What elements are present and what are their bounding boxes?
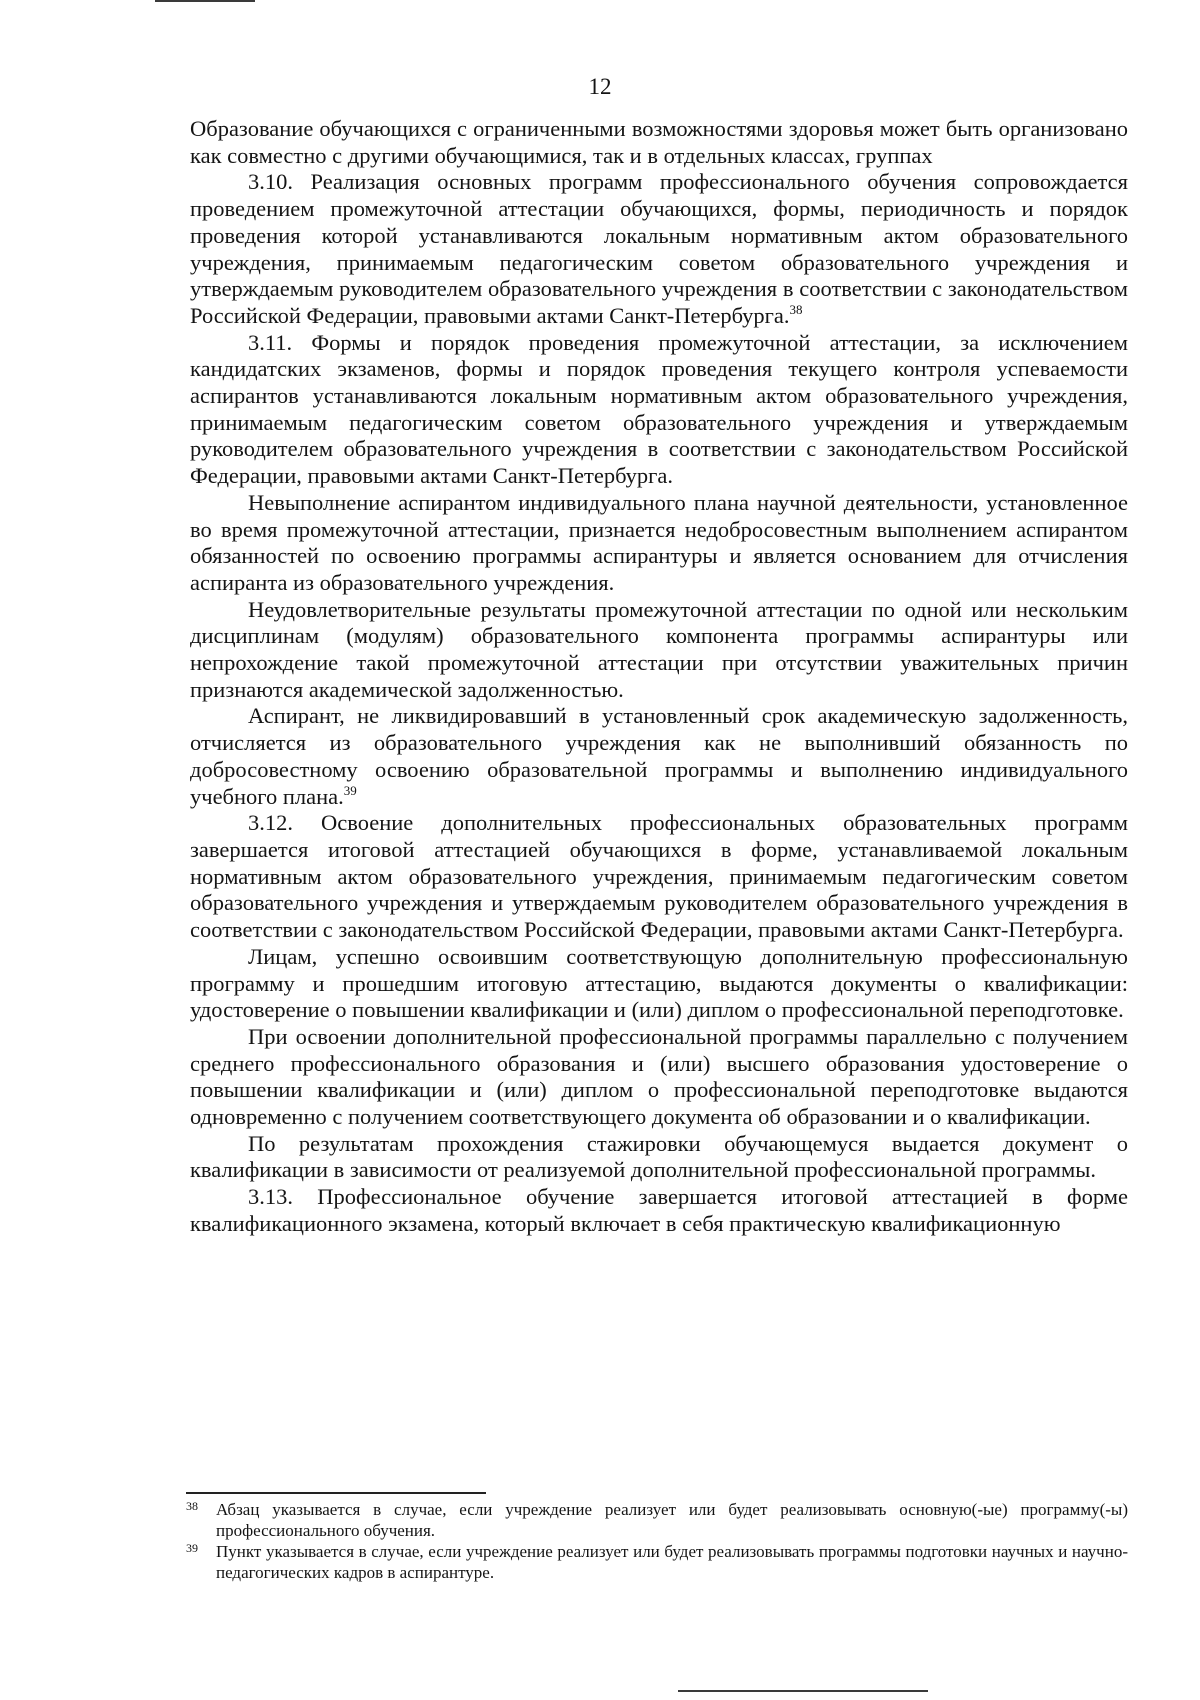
document-body <box>190 116 1128 1238</box>
scan-edge-mark-top <box>155 0 255 2</box>
paragraph-expulsion: Аспирант, не ликвидировавший в установленный срок академическую задолженность, отчисляется из образовательного учреждения как не выполнивший обязанность по добросовестному освоению образовательной программы и выполнению индивидуального учебного плана.$^{39}$ <box>190 703 1128 809</box>
footnote-number: 39 <box>186 1541 198 1555</box>
footnote-text: Абзац указывается в случае, если учреждение реализует или будет реализовывать основную(-ые) программу(-ы) профессионального обучения. <box>216 1500 1128 1540</box>
footnote-text: Пункт указывается в случае, если учреждение реализует или будет реализовывать программы подготовки научных и научно-педагогических кадров в аспирантуре. <box>216 1542 1128 1582</box>
paragraph-education-disabilities: Образование обучающихся с ограниченными возможностями здоровья может быть организовано как совместно с другими обучающимися, так и в отдельных классах, группах <box>190 116 1128 168</box>
paragraph-3-13: 3.13. Профессиональное обучение завершается итоговой аттестацией в форме квалификационного экзамена, который включает в себя практическую квалификационную <box>190 1184 1128 1236</box>
paragraph-qualification-documents: Лицам, успешно освоившим соответствующую дополнительную профессиональную программу и прошедшим итоговую аттестацию, выдаются документы о квалификации: удостоверение о повышении квалификации и (или) диплом о профессиональной переподготовке. <box>190 943 1128 1023</box>
footnote-38 <box>186 1500 1128 1541</box>
page-number: 12 <box>588 74 612 99</box>
scan-edge-mark-bottom <box>678 1690 928 1692</box>
footnote-39 <box>186 1542 1128 1583</box>
footnote-number: 38 <box>186 1499 198 1513</box>
paragraph-3-10: 3.10. Реализация основных программ профессионального обучения сопровождается проведением промежуточной аттестации обучающихся, формы, периодичность и порядок проведения которой устанавливаются локальным нормативным актом образовательного учреждения, принимаемым педагогическим советом образовательного учреждения и утверждаемым руководителем образовательного учреждения в соответствии с законодательством Российской Федерации, правовыми актами Санкт-Петербурга.$^{38}$ <box>190 169 1128 328</box>
paragraph-academic-debt: Неудовлетворительные результаты промежуточной аттестации по одной или нескольким дисциплинам (модулям) образовательного компонента программы аспирантуры или непрохождение такой промежуточной аттестации при отсутствии уважительных причин признаются академической задолженностью. <box>190 596 1128 702</box>
paragraph-3-11: 3.11. Формы и порядок проведения промежуточной аттестации, за исключением кандидатских экзаменов, формы и порядок проведения текущего контроля успеваемости аспирантов устанавливаются локальным нормативным актом образовательного учреждения, принимаемым педагогическим советом образовательного учреждения и утверждаемым руководителем образовательного учреждения в соответствии с законодательством Российской Федерации, правовыми актами Санкт-Петербурга. <box>190 329 1128 489</box>
footnote-separator <box>186 1492 486 1494</box>
footnotes <box>186 1500 1128 1584</box>
paragraph-internship: По результатам прохождения стажировки обучающемуся выдается документ о квалификации в зависимости от реализуемой дополнительной профессиональной программы. <box>190 1130 1128 1183</box>
paragraph-individual-plan: Невыполнение аспирантом индивидуального плана научной деятельности, установленное во время промежуточной аттестации, признается недобросовестным выполнением аспирантом обязанностей по освоению программы аспирантуры и является основанием для отчисления аспиранта из образовательного учреждения. <box>190 489 1128 595</box>
footnote-ref-39[interactable]: 39 <box>343 782 357 798</box>
footnote-ref-38[interactable]: 38 <box>789 301 803 317</box>
paragraph-parallel-program: При освоении дополнительной профессиональной программы параллельно с получением среднего профессионального образования и (или) высшего образования удостоверение о повышении квалификации и (или) диплом о профессиональной переподготовке выдаются одновременно с получением соответствующего документа об образовании и о квалификации. <box>190 1023 1128 1130</box>
paragraph-3-12: 3.12. Освоение дополнительных профессиональных образовательных программ завершается итоговой аттестацией обучающихся в форме, устанавливаемой локальным нормативным актом образовательного учреждения, принимаемым педагогическим советом образовательного учреждения и утверждаемым руководителем образовательного учреждения в соответствии с законодательством Российской Федерации, правовыми актами Санкт-Петербурга. <box>190 810 1128 943</box>
